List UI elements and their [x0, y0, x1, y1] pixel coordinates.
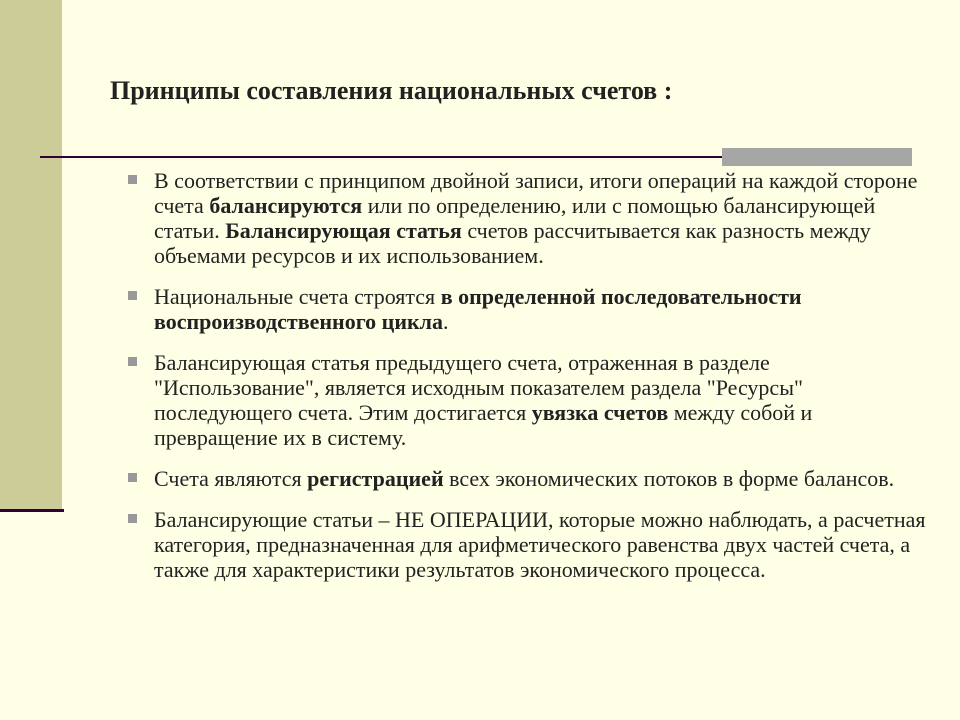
bullet-item: Национальные счета строятся в определенной последовательности воспроизводственного цикла. [128, 284, 928, 334]
side-band-rule [0, 509, 64, 512]
bullet-item: Счета являются регистрацией всех экономических потоков в форме балансов. [128, 466, 928, 491]
square-bullet-icon [128, 514, 137, 523]
square-bullet-icon [128, 473, 137, 482]
side-band-decoration [0, 0, 62, 511]
title-divider-block [722, 148, 912, 166]
bullet-item: В соответствии с принципом двойной записи, итоги операций на каждой стороне счета балансируются или по определению, или с помощью балансирующей статьи. Балансирующая статья счетов рассчитывается как разность между объемами ресурсов и их использованием. [128, 168, 928, 268]
bullet-item: Балансирующие статьи – НЕ ОПЕРАЦИИ, которые можно наблюдать, а расчетная категория, предназначенная для арифметического равенства двух частей счета, а также для характеристики результатов экономического процесса. [128, 507, 928, 582]
square-bullet-icon [128, 175, 137, 184]
square-bullet-icon [128, 357, 137, 366]
bullet-item: Балансирующая статья предыдущего счета, отраженная в разделе "Использование", является исходным показателем раздела "Ресурсы" последующего счета. Этим достигается увязка счетов между собой и превращение их в систему. [128, 350, 928, 450]
bullet-list [128, 168, 928, 598]
square-bullet-icon [128, 291, 137, 300]
slide-title: Принципы составления национальных счетов : [110, 76, 673, 105]
